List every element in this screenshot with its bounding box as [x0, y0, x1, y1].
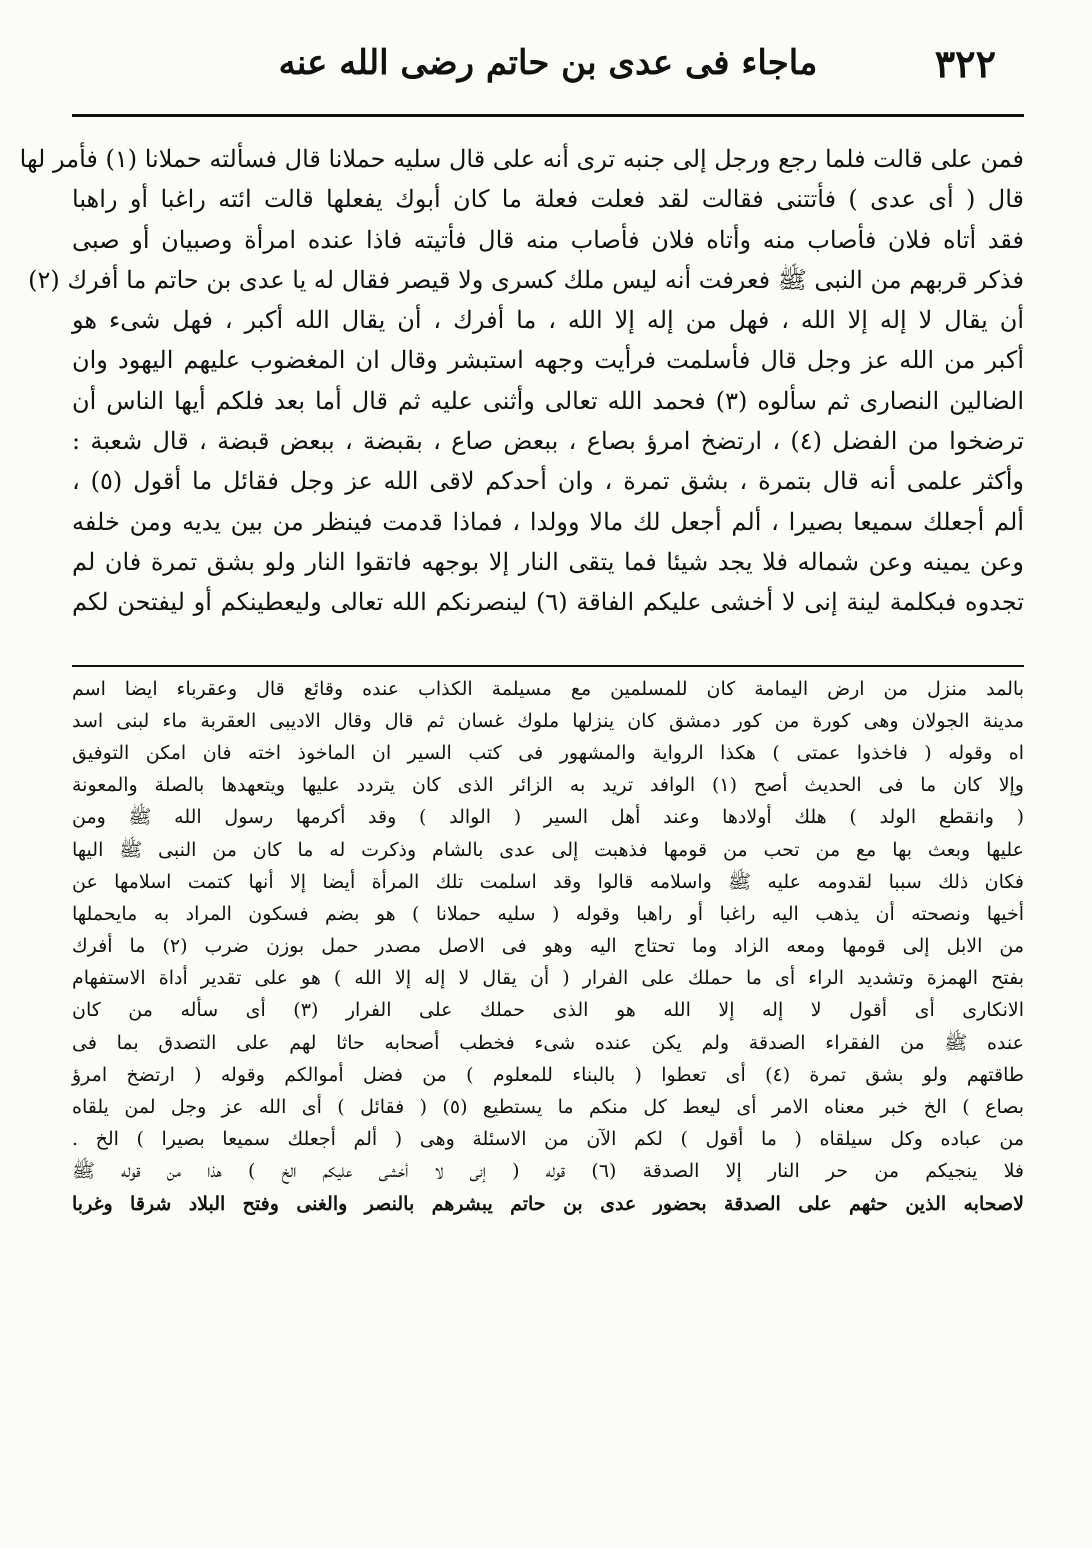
footnote-line: من الابل إلى قومها ومعه الزاد وما تحتاج اليه وهو فى الاصل مصدر حمل بوزن ضرب (٢) ما أفرك	[72, 935, 1024, 958]
page-header	[72, 30, 1024, 96]
footnote-line: لاصحابه الذين حثهم على الصدقة بحضور عدى بن حاتم يبشرهم بالنصر والغنى وفتح البلاد شرقا وغربا	[72, 1192, 1024, 1215]
main-text-line: ترضخوا من الفضل (٤) ، ارتضخ امرؤ بصاع ، ببعض صاع ، بقبضة ، ببعض قبضة ، قال شعبة :	[72, 427, 1025, 456]
footnote-line: اه وقوله ( فاخذوا عمتى ) هكذا الرواية والمشهور فى كتب السير ان الماخوذ اخته فان امكن التوفيق	[72, 741, 1024, 764]
main-text-line: وعن يمينه وعن شماله فلا يجد شيئا فما يتقى النار إلا بوجهه فاتقوا النار ولو بشق تمرة فان لم	[72, 547, 1024, 576]
main-text-line: فقد أتاه فلان فأصاب منه وأتاه فلان فأصاب منه قال فأتيته فاذا عنده امرأة وصبيان أو صبى	[72, 225, 1024, 254]
main-text-block	[19, 139, 1025, 623]
footnote-line: فكان ذلك سببا لقدومه عليه ﷺ واسلامه قالوا وقد اسلمت تلك المرأة أيضا إلا أنها كتمت اسلامها عن	[72, 870, 1024, 893]
main-text-line: وأكثر علمى أنه قال بتمرة ، بشق تمرة ، وان أحدكم لاقى الله عز وجل فقائل ما أقول (٥) ،	[72, 467, 1024, 496]
main-text-line: ألم أجعلك سميعا بصيرا ، ألم أجعل لك مالا وولدا ، فماذا قدمت فينظر من بين يديه ومن خلفه	[72, 507, 1024, 536]
running-title: ماجاء فى عدى بن حاتم رضى الله عنه	[278, 43, 818, 83]
footnote-line: من عباده وكل سيلقاه ( ما أقول ) لكم الآن من الاسئلة وهى ( ألم أجعلك سميعا بصيرا ) الخ .	[72, 1128, 1024, 1151]
footnote-line: بصاع ) الخ خبر معناه الامر أى ليعط كل منكم ما يستطيع (٥) ( فقائل ) أى الله عز وجل لمن يلقاه	[72, 1096, 1024, 1118]
footnote-line: طاقتهم ولو بشق تمرة (٤) أى تعطوا ( بالبناء للمعلوم ) من فضل أموالكم وقوله ( ارتضخ امرؤ	[72, 1063, 1024, 1086]
main-text-line: فذكر قربهم من النبى ﷺ فعرفت أنه ليس ملك كسرى ولا قيصر فقال له يا عدى بن حاتم ما أفرك (٢)	[28, 265, 1024, 294]
footnote-line: وإلا كان ما فى الحديث أصح (١) الوافد تريد به الزائر الذى كان يتردد عليها ويتعهدها بالصلة والمعونة	[72, 774, 1024, 797]
main-text-line: أن يقال لا إله إلا الله ، فهل من إله إلا الله ، ما أفرك ، أن يقال الله أكبر ، فهل شىء هو	[72, 306, 1024, 335]
footnote-line: عليها وبعث بها مع من تحب من قومها فذهبت إلى عدى بالشام وذكرت له ما كان من النبى ﷺ اليها	[72, 838, 1024, 861]
main-text-line: الضالين النصارى ثم سألوه (٣) فحمد الله تعالى وأثنى عليه ثم قال أما بعد فلكم أيها الناس أن	[72, 386, 1025, 415]
page-number: ٣٢٢	[934, 40, 996, 86]
footnote-line: بفتح الهمزة وتشديد الراء أى ما حملك على الفرار ( أن يقال لا إله إلا الله ) هو على تقدير أداة الاستفهام	[72, 967, 1024, 990]
main-text-line: تجدوه فبكلمة لينة إنى لا أخشى عليكم الفاقة (٦) لينصرنكم الله تعالى وليعطينكم أو ليفتحن لكم	[72, 588, 1024, 617]
header-rule	[72, 114, 1024, 117]
footnote-line: عنده ﷺ من الفقراء الصدقة ولم يكن عنده شىء فخطب أصحابه حاثا لهم على التصدق بما فى	[72, 1031, 1024, 1054]
footnotes-block	[72, 673, 1024, 1220]
footnote-separator-rule	[72, 665, 1024, 667]
main-text-line: فمن على قالت فلما رجع ورجل إلى جنبه ترى أنه على قال سليه حملانا قال فسألته حملانا (١) فأمر لها	[19, 145, 1024, 173]
main-text-line: أكبر من الله عز وجل قال فأسلمت فرأيت وجهه استبشر وقال ان المغضوب عليهم اليهود وان	[72, 346, 1024, 375]
footnote-line: الانكارى أى أقول لا إله إلا الله هو الذى حملك على الفرار (٣) أى سأله من كان	[72, 999, 1024, 1022]
footnote-line: أخيها ونصحته أن يذهب اليه راغبا أو راهبا وقوله ( سليه حملانا ) هو بضم فسكون المراد به مايحملها	[72, 902, 1024, 925]
footnote-line: ( وانقطع الولد ) هلك أولادها وعند أهل السير ( الوالد ) وقد أكرمها رسول الله ﷺ ومن	[72, 806, 1024, 829]
main-text-line: قال ( أى عدى ) فأتتنى فقالت لقد فعلت فعلة ما كان أبوك يفعلها قالت ائته راغبا أو راهبا	[72, 185, 1024, 214]
footnote-line: فلا ينجيكم من حر النار إلا الصدقة (٦) قوله ( إنى لا أخشى عليكم الخ ) هذا من قوله ﷺ	[72, 1160, 1025, 1183]
footnote-line: بالمد منزل من ارض اليمامة كان للمسلمين مع مسيلمة الكذاب عنده وقائع قال وعقرباء ايضا اسم	[72, 677, 1024, 700]
footnote-line: مدينة الجولان وهى كورة من كور دمشق كان ينزلها ملوك غسان ثم قال وقال الاديبى العقربة ماء لبنى اسد	[72, 709, 1024, 732]
